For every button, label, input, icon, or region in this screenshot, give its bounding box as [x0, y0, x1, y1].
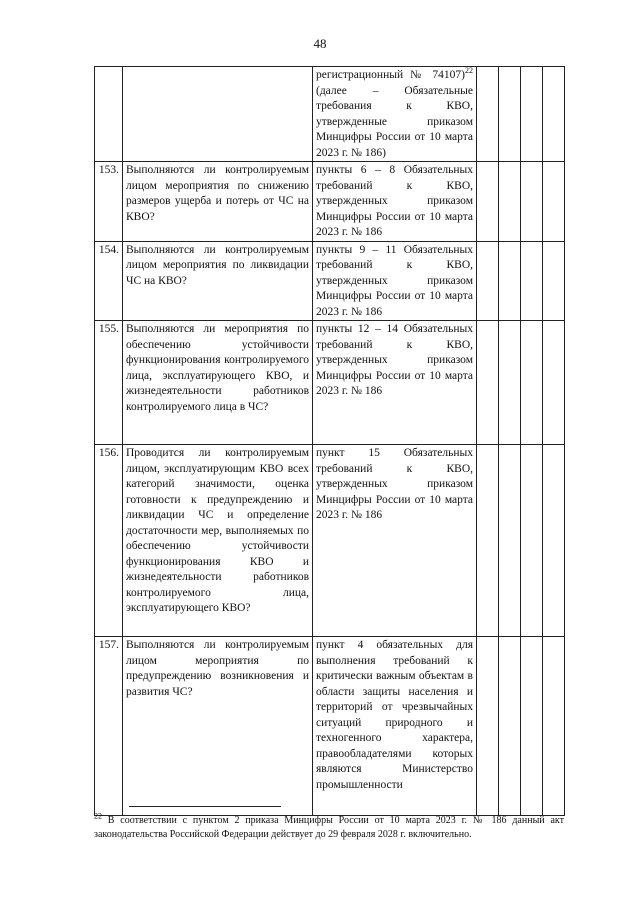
answer-yes-cell[interactable]	[477, 445, 499, 637]
requirement-cell: пункты 6 – 8 Обязательных требований к КВО, утвержденных приказом Минцифры России от 10 марта 2023 г. № 186	[313, 162, 477, 242]
table-row	[95, 241, 565, 321]
note-cell[interactable]	[543, 67, 565, 162]
question-cell: Выполняются ли контролируемым лицом мероприятия по снижению размеров ущерба и потерь от ЧС на КВО?	[123, 162, 313, 242]
table-row	[95, 321, 565, 445]
question-cell: Выполняются ли мероприятия по обеспечению устойчивости функционирования контролируемого лица, эксплуатирующего КВО, и жизнедеятельности работников контролируемого лица в ЧС?	[123, 321, 313, 445]
table-row	[95, 162, 565, 242]
answer-no-cell[interactable]	[499, 637, 521, 816]
footnote-ref: 22	[465, 66, 473, 76]
requirement-cell: пункты 9 – 11 Обязательных требований к КВО, утвержденных приказом Минцифры России от 10 марта 2023 г. № 186	[313, 241, 477, 321]
row-number: 154.	[95, 241, 123, 321]
answer-yes-cell[interactable]	[477, 241, 499, 321]
answer-na-cell[interactable]	[521, 162, 543, 242]
table-row	[95, 637, 565, 816]
checklist-table	[94, 66, 565, 816]
requirement-cell	[313, 67, 477, 162]
row-number	[95, 67, 123, 162]
footnote-text: В соответствии с пунктом 2 приказа Минцифры России от 10 марта 2023 г. № 186 данный акт законодательства Российской Федерации действует до 29 февраля 2028 г. включительно.	[94, 815, 564, 840]
answer-no-cell[interactable]	[499, 162, 521, 242]
answer-na-cell[interactable]	[521, 67, 543, 162]
note-cell[interactable]	[543, 445, 565, 637]
answer-na-cell[interactable]	[521, 445, 543, 637]
requirement-cell: пункты 12 – 14 Обязательных требований к КВО, утвержденных приказом Минцифры России от 10 марта 2023 г. № 186	[313, 321, 477, 445]
question-cell: Проводится ли контролируемым лицом, эксплуатирующим КВО всех категорий значимости, оценка готовности к предупреждению и ликвидации ЧС и определение достаточности мер, выполняемых по обеспечению устойчивости функционирования КВО и жизнедеятельности работников контролируемого лица, эксплуатирующего КВО?	[123, 445, 313, 637]
row-number: 155.	[95, 321, 123, 445]
row-number: 157.	[95, 637, 123, 816]
footnote-marker: 22	[94, 811, 102, 821]
answer-no-cell[interactable]	[499, 445, 521, 637]
page-number: 48	[313, 36, 327, 51]
requirement-text: регистрационный № 74107)	[316, 69, 465, 81]
table-row	[95, 445, 565, 637]
requirement-cell: пункт 4 обязательных для выполнения требований к критически важным объектам в области защиты населения и территорий от чрезвычайных ситуаций природного и техногенного характера, правообладателями которых являются Министерство промышленности	[313, 637, 477, 816]
question-cell	[123, 67, 313, 162]
note-cell[interactable]	[543, 162, 565, 242]
row-number: 156.	[95, 445, 123, 637]
note-cell[interactable]	[543, 637, 565, 816]
answer-no-cell[interactable]	[499, 67, 521, 162]
requirement-cell: пункт 15 Обязательных требований к КВО, утвержденных приказом Минцифры России от 10 марта 2023 г. № 186	[313, 445, 477, 637]
question-cell: Выполняются ли контролируемым лицом мероприятия по ликвидации ЧС на КВО?	[123, 241, 313, 321]
answer-no-cell[interactable]	[499, 241, 521, 321]
answer-yes-cell[interactable]	[477, 67, 499, 162]
answer-yes-cell[interactable]	[477, 162, 499, 242]
answer-na-cell[interactable]	[521, 241, 543, 321]
answer-yes-cell[interactable]	[477, 637, 499, 816]
answer-no-cell[interactable]	[499, 321, 521, 445]
requirement-text-tail: (далее – Обязательные требования к КВО, утвержденные приказом Минцифры России от 10 марта 2023 г. № 186)	[316, 84, 473, 159]
note-cell[interactable]	[543, 241, 565, 321]
note-cell[interactable]	[543, 321, 565, 445]
answer-na-cell[interactable]	[521, 637, 543, 816]
table-row	[95, 67, 565, 162]
footnote-divider	[129, 806, 281, 807]
row-number: 153.	[95, 162, 123, 242]
answer-yes-cell[interactable]	[477, 321, 499, 445]
footnote	[94, 811, 564, 841]
question-cell: Выполняются ли контролируемым лицом мероприятия по предупреждению возникновения и развития ЧС?	[123, 637, 313, 816]
answer-na-cell[interactable]	[521, 321, 543, 445]
